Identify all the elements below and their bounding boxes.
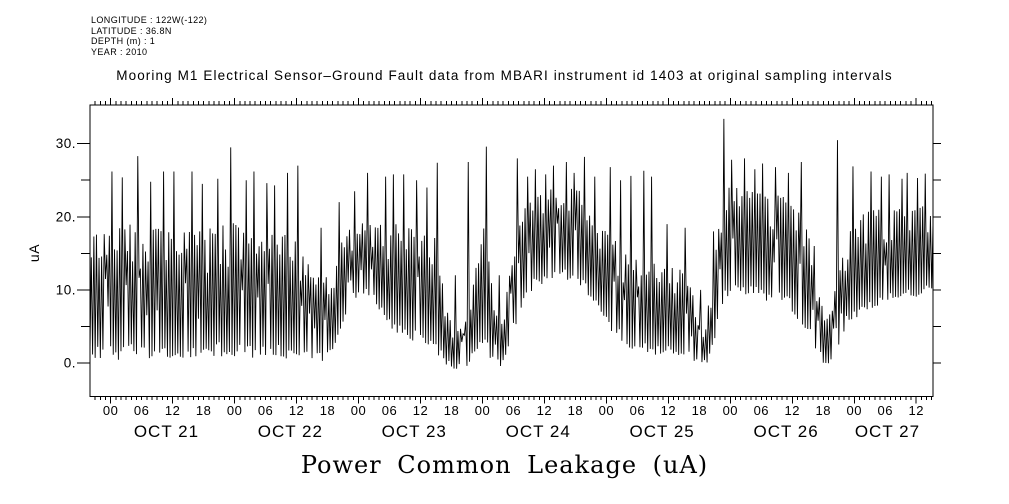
- x-hour-label: 18: [691, 403, 708, 418]
- x-axis-labels: [103, 403, 924, 441]
- y-tick-label: 20.: [55, 209, 76, 225]
- x-hour-label: 18: [815, 403, 832, 418]
- x-axis-title: Power Common Leakage (uA): [300, 451, 709, 479]
- x-hour-label: 12: [908, 403, 924, 418]
- x-hour-label: 00: [102, 403, 119, 418]
- x-hour-label: 12: [536, 403, 553, 418]
- y-axis-title: uA: [26, 243, 42, 263]
- x-hour-label: 06: [381, 403, 398, 418]
- x-hour-label: 18: [567, 403, 584, 418]
- x-hour-label: 00: [474, 403, 491, 418]
- info-line: DEPTH (m) : 1: [91, 36, 156, 46]
- info-line: YEAR : 2010: [91, 46, 148, 57]
- x-hour-label: 06: [505, 403, 522, 418]
- x-hour-label: 06: [133, 403, 150, 418]
- x-date-label: OCT 22: [257, 422, 323, 441]
- series-path: [90, 119, 933, 369]
- x-hour-label: 18: [443, 403, 460, 418]
- y-axis-labels: [56, 136, 76, 370]
- x-date-label: OCT 26: [753, 422, 819, 441]
- x-hour-label: 00: [722, 403, 739, 418]
- x-hour-label: 18: [195, 403, 212, 418]
- x-hour-label: 12: [164, 403, 181, 418]
- y-tick-label: 10.: [55, 282, 76, 298]
- info-line: LONGITUDE : 122W(-122): [91, 15, 208, 25]
- x-date-label: OCT 25: [629, 422, 695, 441]
- x-date-label: OCT 24: [505, 422, 571, 441]
- x-hour-label: 06: [629, 403, 646, 418]
- info-line: LATITUDE : 36.8N: [91, 25, 172, 36]
- x-hour-label: 12: [660, 403, 677, 418]
- x-hour-label: 18: [319, 403, 336, 418]
- chart-title: Mooring M1 Electrical Sensor–Ground Fault data from MBARI instrument id 1403 at original sampling intervals: [116, 68, 893, 83]
- x-hour-label: 06: [257, 403, 274, 418]
- x-date-label: OCT 27: [854, 422, 921, 441]
- x-hour-label: 12: [784, 403, 801, 418]
- x-hour-label: 12: [412, 403, 429, 418]
- x-hour-label: 00: [846, 403, 862, 418]
- x-hour-label: 00: [598, 403, 615, 418]
- x-hour-label: 00: [226, 403, 243, 418]
- x-hour-label: 06: [753, 403, 770, 418]
- y-tick-label: 0.: [63, 355, 76, 371]
- x-date-label: OCT 21: [133, 422, 200, 441]
- x-hour-label: 12: [288, 403, 305, 418]
- series-leakage: [90, 119, 933, 369]
- x-hour-label: 00: [350, 403, 367, 418]
- y-tick-label: 30.: [55, 136, 76, 152]
- x-date-label: OCT 23: [381, 422, 447, 441]
- x-hour-label: 06: [877, 403, 893, 418]
